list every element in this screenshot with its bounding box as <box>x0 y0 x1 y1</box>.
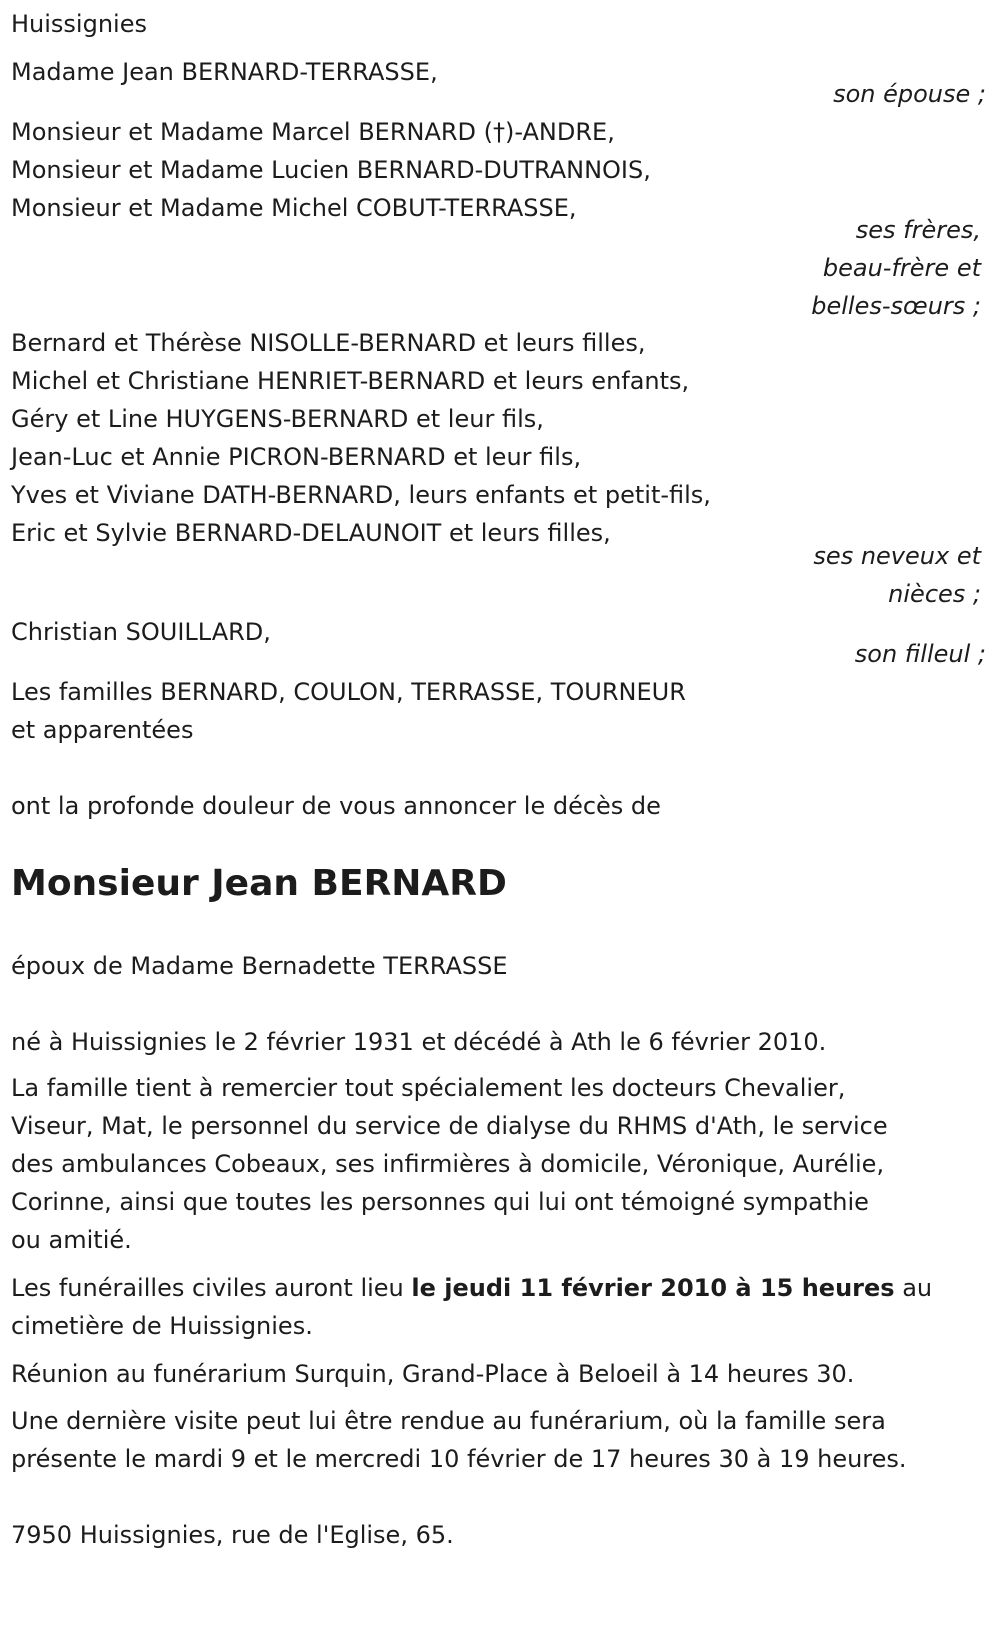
siblings-role <box>11 210 986 326</box>
spouse-line: Madame Jean BERNARD-TERRASSE, <box>11 58 438 86</box>
thanks-line: Corinne, ainsi que toutes les personnes qui lui ont témoigné sympathie <box>11 1188 869 1216</box>
nephew-item: Yves et Viviane DATH-BERNARD, leurs enfants et petit-fils, <box>11 481 711 509</box>
families-line-2: et apparentées <box>11 716 194 744</box>
address: 7950 Huissignies, rue de l'Eglise, 65. <box>11 1521 454 1549</box>
role-line: ses frères, <box>855 216 981 244</box>
spouse-of: époux de Madame Bernadette TERRASSE <box>11 952 508 980</box>
thanks-line: ou amitié. <box>11 1226 132 1254</box>
sibling-item: Monsieur et Madame Marcel BERNARD (†)-ANDRE, <box>11 118 615 146</box>
families-line-1: Les familles BERNARD, COULON, TERRASSE, TOURNEUR <box>11 678 686 706</box>
role-line: nièces ; <box>888 580 981 608</box>
meeting-info: Réunion au funérarium Surquin, Grand-Place à Beloeil à 14 heures 30. <box>11 1360 855 1388</box>
thanks-line: des ambulances Cobeaux, ses infirmières à domicile, Véronique, Aurélie, <box>11 1150 885 1178</box>
deceased-name: Monsieur Jean BERNARD <box>11 863 507 904</box>
funeral-date: le jeudi 11 février 2010 à 15 heures <box>411 1274 895 1302</box>
thanks-line: La famille tient à remercier tout spécialement les docteurs Chevalier, <box>11 1074 846 1102</box>
nephew-item: Géry et Line HUYGENS-BERNARD et leur fils, <box>11 405 544 433</box>
thanks-line: Viseur, Mat, le personnel du service de dialyse du RHMS d'Ath, le service <box>11 1112 888 1140</box>
location-header: Huissignies <box>11 10 147 38</box>
visit-paragraph <box>11 1401 907 1479</box>
godson-role: son filleul ; <box>854 640 986 668</box>
nephews-list <box>11 323 711 553</box>
role-line: beau-frère et <box>822 254 981 282</box>
visit-line: présente le mardi 9 et le mercredi 10 février de 17 heures 30 à 19 heures. <box>11 1445 907 1473</box>
funeral-prefix: Les funérailles civiles auront lieu <box>11 1274 404 1302</box>
sibling-item: Monsieur et Madame Michel COBUT-TERRASSE, <box>11 194 577 222</box>
nephews-role <box>11 536 986 614</box>
visit-line: Une dernière visite peut lui être rendue au funérarium, où la famille sera <box>11 1407 886 1435</box>
funeral-suffix: au <box>902 1274 933 1302</box>
funeral-line-2: cimetière de Huissignies. <box>11 1312 313 1340</box>
role-line: ses neveux et <box>813 542 981 570</box>
nephew-item: Bernard et Thérèse NISOLLE-BERNARD et leurs filles, <box>11 329 646 357</box>
spouse-role: son épouse ; <box>833 80 986 108</box>
godson-line: Christian SOUILLARD, <box>11 618 271 646</box>
thanks-paragraph <box>11 1068 888 1260</box>
announcement: ont la profonde douleur de vous annoncer le décès de <box>11 792 661 820</box>
birth-death: né à Huissignies le 2 février 1931 et décédé à Ath le 6 février 2010. <box>11 1028 827 1056</box>
nephew-item: Michel et Christiane HENRIET-BERNARD et leurs enfants, <box>11 367 690 395</box>
families-line <box>11 672 686 750</box>
funeral-paragraph <box>11 1268 932 1346</box>
funeral-line-1 <box>11 1268 932 1308</box>
nephew-item: Jean-Luc et Annie PICRON-BERNARD et leur fils, <box>11 443 582 471</box>
nephew-item: Eric et Sylvie BERNARD-DELAUNOIT et leurs filles, <box>11 519 611 547</box>
sibling-item: Monsieur et Madame Lucien BERNARD-DUTRANNOIS, <box>11 156 651 184</box>
role-line: belles-sœurs ; <box>811 292 981 320</box>
